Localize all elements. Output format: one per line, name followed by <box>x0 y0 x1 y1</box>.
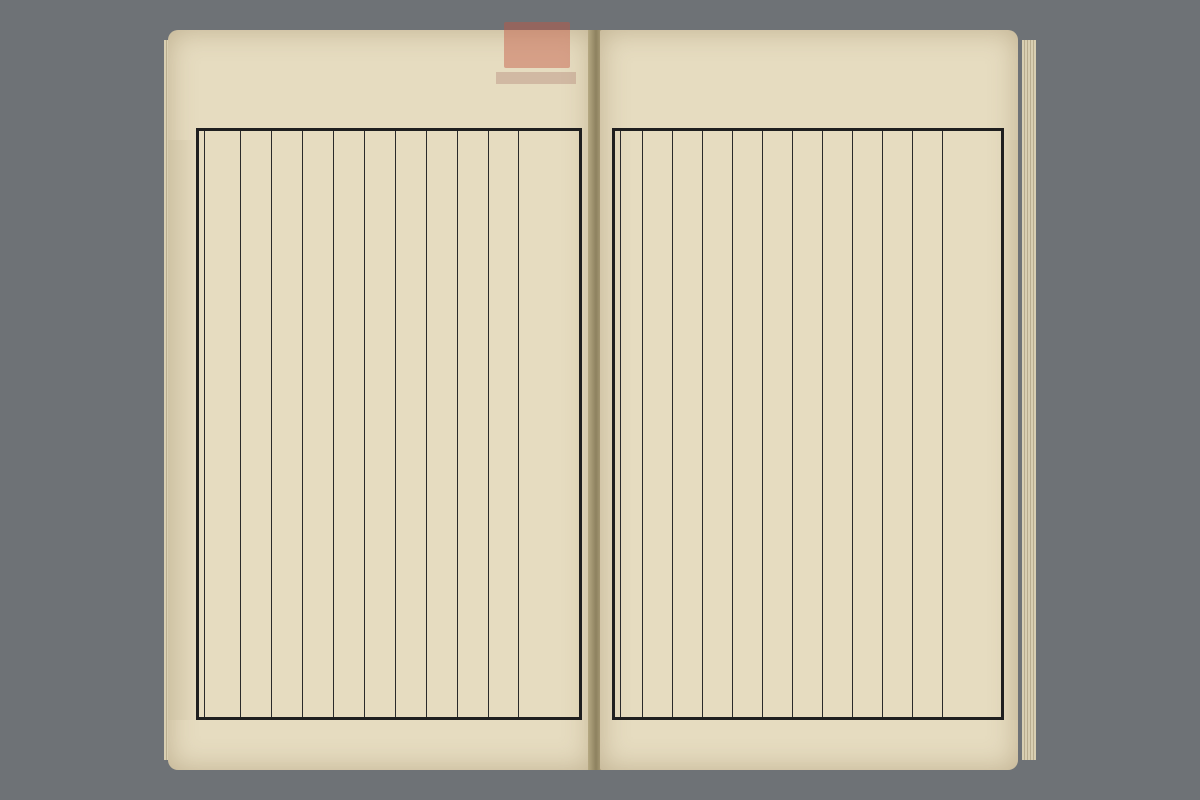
left-column-9 <box>302 131 334 717</box>
left-column-7 <box>364 131 396 717</box>
right-column-5 <box>852 131 883 717</box>
left-page <box>168 30 592 770</box>
right-column-1 <box>971 131 1001 717</box>
right-column-4 <box>882 131 913 717</box>
left-column-4 <box>457 131 489 717</box>
left-column-1 <box>549 131 579 717</box>
right-text-frame <box>612 128 1004 720</box>
red-seal-stamp <box>504 22 570 68</box>
right-column-7 <box>792 131 823 717</box>
right-column-2 <box>942 131 971 717</box>
left-column-10 <box>271 131 303 717</box>
left-column-8 <box>333 131 365 717</box>
right-column-3 <box>912 131 943 717</box>
right-page-edges <box>1022 40 1036 760</box>
left-text-frame <box>196 128 582 720</box>
left-fold-margin <box>168 140 194 720</box>
left-column-6 <box>395 131 427 717</box>
right-column-6 <box>822 131 853 717</box>
left-column-5 <box>426 131 458 717</box>
right-column-11 <box>672 131 703 717</box>
right-page <box>600 30 1018 770</box>
right-column-9 <box>732 131 763 717</box>
left-column-12 <box>204 131 241 717</box>
seal-caption <box>496 72 576 84</box>
right-column-10 <box>702 131 733 717</box>
right-column-8 <box>762 131 793 717</box>
open-book <box>168 30 1026 770</box>
left-column-3 <box>488 131 519 717</box>
right-column-13 <box>620 131 643 717</box>
right-column-12 <box>642 131 673 717</box>
left-column-11 <box>240 131 272 717</box>
left-column-2 <box>518 131 549 717</box>
